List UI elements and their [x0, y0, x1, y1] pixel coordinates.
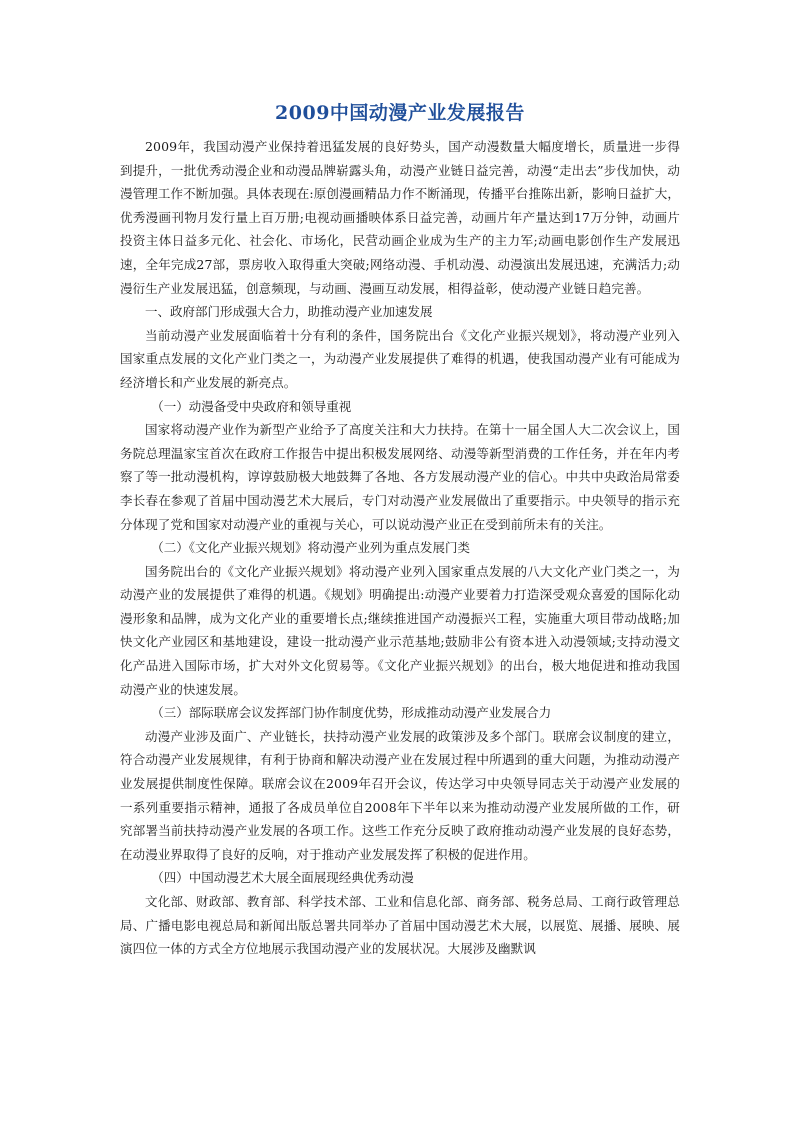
document-body [120, 98, 680, 961]
section-heading-1: 一、政府部门形成强大合力，助推动漫产业加速发展 [145, 304, 433, 320]
paragraph-subsection-3: 动漫产业涉及面广、产业链长，扶持动漫产业发展的政策涉及多个部门。联席会议制度的建立，符合动漫产业发展规律，有利于协商和解决动漫产业在发展过程中所遇到的重大问题，为推动动漫产业发展提供制度性保障。联席会议在2009年召开会议，传达学习中央领导同志关于动漫产业发展的一系列重要指示精神，通报了各成员单位自2008年下半年以来为推动动漫产业发展所做的工作，研究部署当前扶持动漫产业发展的各项工作。这些工作充分反映了政府推动动漫产业发展的良好态势，在动漫业界取得了良好的反响，对于推动产业发展发挥了积极的促进作用。 [120, 728, 680, 862]
document-title: 2009中国动漫产业发展报告 [275, 102, 525, 124]
paragraph-subsection-1: 国家将动漫产业作为新型产业给予了高度关注和大力扶持。在第十一届全国人大二次会议上，国务院总理温家宝首次在政府工作报告中提出积极发展网络、动漫等新型消费的工作任务，并在年内考察了等一批动漫机构，谆谆鼓励极大地鼓舞了各地、各方发展动漫产业的信心。中共中央政治局常委李长春在参观了首届中国动漫艺术大展后，专门对动漫产业发展做出了重要指示。中央领导的指示充分体现了党和国家对动漫产业的重视与关心，可以说动漫产业正在受到前所未有的关注。 [120, 422, 680, 532]
paragraph-section-1: 当前动漫产业发展面临着十分有利的条件，国务院出台《文化产业振兴规划》，将动漫产业列入国家重点发展的文化产业门类之一，为动漫产业发展提供了难得的机遇，使我国动漫产业有可能成为经济增长和产业发展的新亮点。 [120, 327, 680, 390]
subsection-heading-4: （四）中国动漫艺术大展全面展现经典优秀动漫 [151, 870, 414, 886]
subsection-heading-1: （一）动漫备受中央政府和领导重视 [151, 398, 352, 414]
subsection-heading-2: （二）《文化产业振兴规划》将动漫产业列为重点发展门类 [151, 540, 471, 556]
paragraph-subsection-4: 文化部、财政部、教育部、科学技术部、工业和信息化部、商务部、税务总局、工商行政管理总局、广播电影电视总局和新闻出版总署共同举办了首届中国动漫艺术大展，以展览、展播、展映、展演四位一体的方式全方位地展示我国动漫产业的发展状况。大展涉及幽默讽 [120, 894, 680, 957]
paragraph-subsection-2: 国务院出台的《文化产业振兴规划》将动漫产业列入国家重点发展的八大文化产业门类之一，为动漫产业的发展提供了难得的机遇。《规划》明确提出:动漫产业要着力打造深受观众喜爱的国际化动漫形象和品牌，成为文化产业的重要增长点;继续推进国产动漫振兴工程，实施重大项目带动战略;加快文化产业园区和基地建设，建设一批动漫产业示范基地;鼓励非公有资本进入动漫领域;支持动漫文化产品进入国际市场，扩大对外文化贸易等。《文化产业振兴规划》的出台，极大地促进和推动我国动漫产业的快速发展。 [120, 563, 680, 697]
paragraph-intro: 2009年，我国动漫产业保持着迅猛发展的良好势头，国产动漫数量大幅度增长，质量进一步得到提升，一批优秀动漫企业和动漫品牌崭露头角，动漫产业链日益完善，动漫“走出去”步伐加快，动漫管理工作不断加强。具体表现在:原创漫画精品力作不断涌现，传播平台推陈出新，影响日益扩大，优秀漫画刊物月发行量上百万册;电视动画播映体系日益完善，动画片年产量达到17万分钟，动画片投资主体日益多元化、社会化、市场化，民营动画企业成为生产的主力军;动画电影创作生产发展迅速，全年完成27部，票房收入取得重大突破;网络动漫、手机动漫、动漫演出发展迅速，充满活力;动漫衍生产业发展迅猛，创意频现，与动画、漫画互动发展，相得益彰，使动漫产业链日趋完善。 [120, 139, 680, 296]
subsection-heading-3: （三）部际联席会议发挥部门协作制度优势，形成推动动漫产业发展合力 [151, 705, 552, 721]
